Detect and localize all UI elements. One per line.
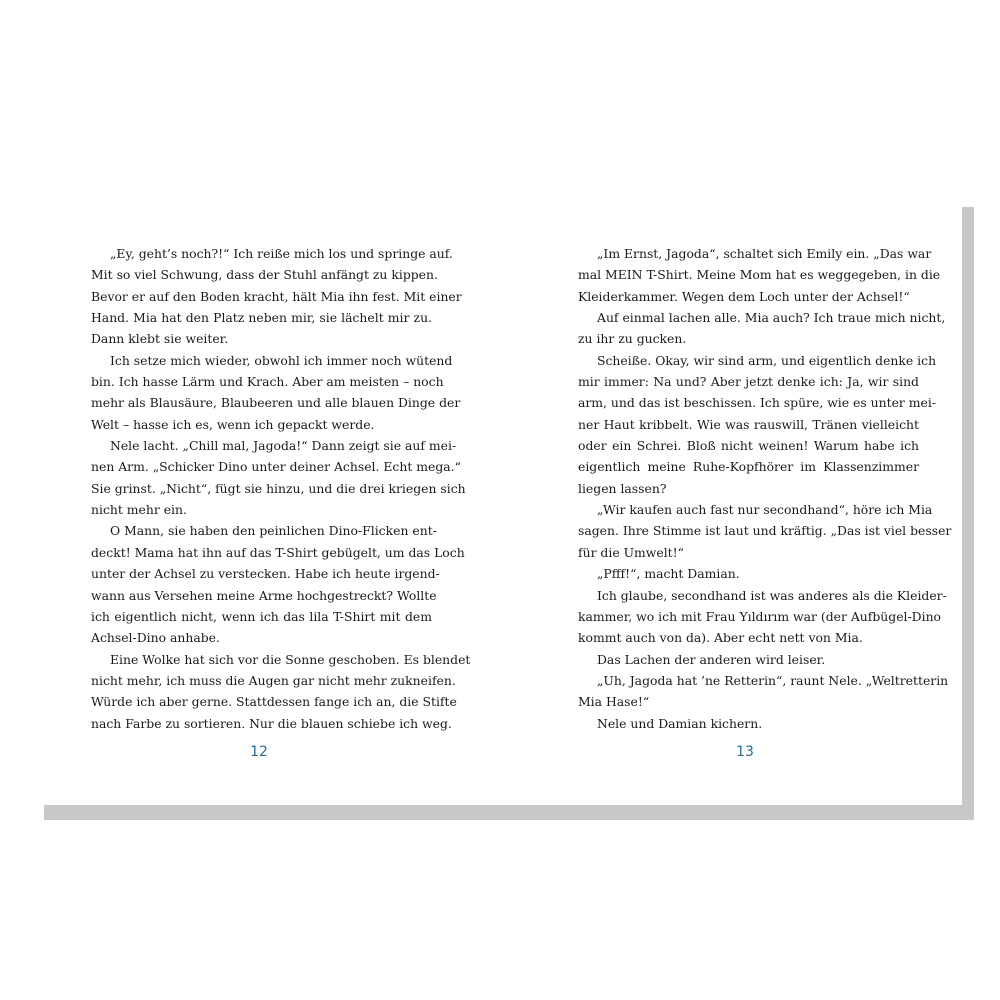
text-line: kammer, wo ich mit Frau Yıldırım war (der Aufbügel-Dino bbox=[578, 608, 942, 624]
text-line: Würde ich aber gerne. Stattdessen fange ich an, die Stifte bbox=[91, 694, 457, 710]
right-page-number: 13 bbox=[736, 744, 754, 760]
text-line: „Ey, geht’s noch?!“ Ich reiße mich los und springe auf. bbox=[110, 246, 453, 261]
left-page-number: 12 bbox=[250, 744, 268, 760]
text-line: „Im Ernst, Jagoda“, schaltet sich Emily ein. „Das war bbox=[597, 246, 932, 261]
text-line: Sie grinst. „Nicht“, fügt sie hinzu, und die drei kriegen sich bbox=[91, 480, 466, 496]
text-line: Mia Hase!“ bbox=[578, 694, 650, 710]
right-page-text bbox=[578, 243, 952, 734]
text-line: unter der Achsel zu verstecken. Habe ich heute irgend- bbox=[91, 566, 440, 582]
text-line: arm, und das ist beschissen. Ich spüre, wie es unter mei- bbox=[578, 395, 937, 411]
text-line: nicht mehr, ich muss die Augen gar nicht mehr zukneifen. bbox=[91, 672, 456, 688]
text-line: zu ihr zu gucken. bbox=[578, 331, 687, 347]
text-line: nach Farbe zu sortieren. Nur die blauen schiebe ich weg. bbox=[91, 715, 452, 731]
text-line: mal MEIN T-Shirt. Meine Mom hat es weggegeben, in die bbox=[578, 267, 941, 283]
text-line: Dann klebt sie weiter. bbox=[91, 331, 229, 347]
text-line: eigentlich meine Ruhe-Kopfhörer im Klassenzimmer bbox=[578, 459, 919, 475]
text-line: O Mann, sie haben den peinlichen Dino-Flicken ent- bbox=[110, 523, 437, 539]
text-line: Mit so viel Schwung, dass der Stuhl anfängt zu kippen. bbox=[91, 267, 438, 283]
text-line: bin. Ich hasse Lärm und Krach. Aber am meisten – noch bbox=[91, 374, 444, 390]
text-line: Scheiße. Okay, wir sind arm, und eigentlich denke ich bbox=[597, 352, 937, 368]
text-line: sagen. Ihre Stimme ist laut und kräftig. „Das ist viel besser bbox=[578, 523, 952, 539]
text-line: kommt auch von da). Aber echt nett von Mia. bbox=[578, 630, 863, 646]
text-line: oder ein Schrei. Bloß nicht weinen! Warum habe ich bbox=[578, 438, 919, 454]
text-line: deckt! Mama hat ihn auf das T-Shirt gebügelt, um das Loch bbox=[91, 544, 465, 560]
text-line: Welt – hasse ich es, wenn ich gepackt werde. bbox=[91, 416, 375, 432]
text-line: mir immer: Na und? Aber jetzt denke ich: Ja, wir sind bbox=[578, 374, 919, 390]
text-line: nicht mehr ein. bbox=[91, 502, 187, 518]
text-line: „Pfff!“, macht Damian. bbox=[597, 566, 740, 582]
text-line: für die Umwelt!“ bbox=[578, 544, 684, 560]
text-line: Kleiderkammer. Wegen dem Loch unter der Achsel!“ bbox=[578, 288, 910, 304]
text-line: Bevor er auf den Boden kracht, hält Mia ihn fest. Mit einer bbox=[91, 288, 462, 304]
text-line: wann aus Versehen meine Arme hochgestreckt? Wollte bbox=[91, 587, 437, 603]
text-line: Hand. Mia hat den Platz neben mir, sie lächelt mir zu. bbox=[91, 310, 432, 326]
text-line: liegen lassen? bbox=[578, 480, 667, 496]
text-line: Ich glaube, secondhand ist was anderes als die Kleider- bbox=[597, 587, 947, 603]
text-line: mehr als Blausäure, Blaubeeren und alle blauen Dinge der bbox=[91, 395, 461, 411]
text-line: Achsel-Dino anhabe. bbox=[91, 630, 220, 646]
text-line: „Wir kaufen auch fast nur secondhand“, höre ich Mia bbox=[597, 502, 933, 518]
text-line: Eine Wolke hat sich vor die Sonne geschoben. Es blendet bbox=[110, 651, 471, 667]
text-line: nen Arm. „Schicker Dino unter deiner Achsel. Echt mega.“ bbox=[91, 459, 461, 475]
text-line: ich eigentlich nicht, wenn ich das lila T-Shirt mit dem bbox=[91, 608, 432, 624]
text-line: Ich setze mich wieder, obwohl ich immer noch wütend bbox=[110, 352, 453, 368]
left-page-text bbox=[91, 243, 471, 734]
text-line: „Uh, Jagoda hat ’ne Retterin“, raunt Nele. „Weltretterin bbox=[597, 672, 949, 688]
text-line: ner Haut kribbelt. Wie was rauswill, Tränen vielleicht bbox=[578, 416, 919, 432]
book-spread bbox=[32, 196, 962, 805]
text-line: Das Lachen der anderen wird leiser. bbox=[597, 651, 826, 667]
text-line: Auf einmal lachen alle. Mia auch? Ich traue mich nicht, bbox=[597, 310, 946, 326]
text-line: Nele und Damian kichern. bbox=[597, 715, 763, 731]
text-line: Nele lacht. „Chill mal, Jagoda!“ Dann zeigt sie auf mei- bbox=[110, 438, 457, 454]
